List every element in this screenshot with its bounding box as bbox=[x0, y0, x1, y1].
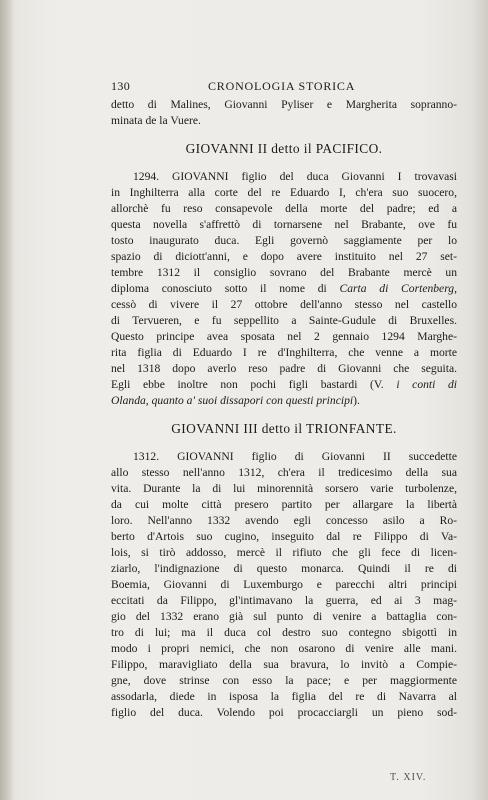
text-line: vita. Durante la di lui minorennità sorsero varie turbolenze, bbox=[111, 482, 457, 495]
paragraph-giovanni-iii bbox=[111, 449, 457, 721]
section-title-giovanni-ii: GIOVANNI II detto il PACIFICO. bbox=[185, 141, 383, 156]
page-number: 130 bbox=[111, 79, 131, 93]
text-line: 1294. GIOVANNI figlio del duca Giovanni I trovavasi bbox=[133, 170, 457, 183]
text-line: allorchè fu reso consapevole della morte del padre; ed a bbox=[111, 202, 457, 215]
text-line: Filippo, maravigliato della sua bravura, lo invitò a Compie- bbox=[111, 658, 457, 671]
gutter-shadow bbox=[0, 0, 14, 800]
text-line: lois, si tirò addosso, mercè il rifiuto che gli fece di licen- bbox=[111, 546, 457, 559]
text-line: assodarla, diede in isposa la figlia del re di Navarra al bbox=[111, 690, 457, 703]
running-title: CRONOLOGIA STORICA bbox=[208, 79, 356, 93]
text-line: loro. Nell'anno 1332 avendo egli concesso asilo a Ro- bbox=[111, 514, 457, 527]
section-title-giovanni-iii: GIOVANNI III detto il TRIONFANTE. bbox=[171, 421, 397, 436]
text-line: figlio del duca. Volendo poi procacciargli un pieno sod- bbox=[111, 706, 457, 719]
text-line: in Inghilterra alla corte del re Eduardo I, ch'era suo suocero, bbox=[111, 186, 457, 199]
text-line: Egli ebbe inoltre non pochi figli bastardi (V. i conti di bbox=[111, 378, 458, 391]
text-line: cessò di vivere il 27 ottobre dell'anno stesso nel castello bbox=[111, 298, 457, 311]
text-line: gne, dove strinse con esso la pace; e per maggiormente bbox=[111, 674, 457, 687]
signature-mark: T. XIV. bbox=[390, 772, 427, 783]
text-line: modo i propri nemici, che non osarono di venire alle mani. bbox=[111, 642, 457, 655]
text-line: gio del 1332 erano già sul punto di venire a battaglia con- bbox=[111, 610, 457, 623]
paragraph-giovanni-ii bbox=[111, 169, 457, 409]
text-line: nel 1318 dopo averlo reso padre di Giovanni che seguita. bbox=[111, 362, 457, 375]
text-line: tosto inaugurato duca. Egli governò saggiamente per lo bbox=[111, 234, 457, 247]
text-line: da cui molte città presero partito per allargare la libertà bbox=[111, 498, 457, 511]
text-line: spazio di diciott'anni, e dopo avere instituito nel 27 set- bbox=[111, 250, 457, 263]
text-line: diploma conosciuto sotto il nome di Carta di Cortenberg, bbox=[111, 282, 457, 295]
text-line: eccitati da Filippo, gl'intimavano la guerra, ed ai 3 mag- bbox=[111, 594, 457, 607]
text-line: Olanda, quanto a' suoi dissapori con questi principi). bbox=[111, 394, 360, 407]
text-line: berto d'Artois suo cugino, inseguito dal re Filippo di Va- bbox=[111, 530, 457, 543]
text-line: questa novella s'affrettò di tornarsene nel Brabante, ove fu bbox=[111, 218, 457, 231]
text-line: rita figlia di Eduardo I re d'Inghilterra, che venne a morte bbox=[111, 346, 457, 359]
text-line: minata de la Vuere. bbox=[111, 114, 201, 127]
text-line: Boemia, Giovanni di Luxemburgo e parecchi altri principi bbox=[111, 578, 457, 591]
text-line: di Tervueren, e fu seppellito a Sainte-Gudule di Bruxelles. bbox=[111, 314, 457, 327]
text-line: Questo principe avea sposata nel 2 gennaio 1294 Marghe- bbox=[111, 330, 457, 343]
text-block bbox=[111, 78, 457, 721]
intro-paragraph bbox=[111, 97, 457, 129]
text-line: tro di lui; ma il duca col destro suo contegno sbigottì in bbox=[111, 626, 457, 639]
text-line: allo stesso nell'anno 1312, ch'era il tredicesimo della sua bbox=[111, 466, 457, 479]
running-head bbox=[111, 78, 457, 94]
text-line: detto di Malines, Giovanni Pyliser e Margherita sopranno- bbox=[111, 98, 457, 111]
text-line: tembre 1312 il consiglio sovrano del Brabante mercè un bbox=[111, 266, 457, 279]
text-line: 1312. GIOVANNI figlio di Giovanni II succedette bbox=[133, 450, 457, 463]
text-line: ziarlo, l'indignazione di questo monarca. Quindi il re di bbox=[111, 562, 457, 575]
